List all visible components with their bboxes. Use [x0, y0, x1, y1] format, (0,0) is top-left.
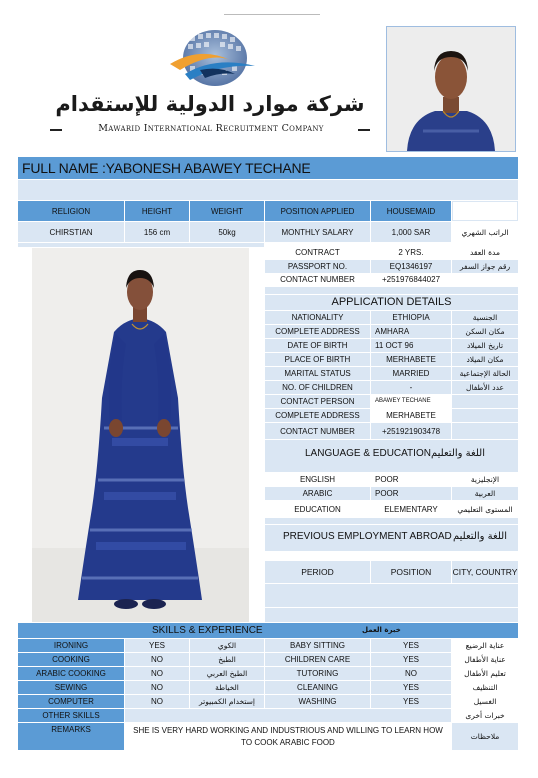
- marital-status-value: MARRIED: [371, 367, 451, 380]
- contact-person-arabic: [452, 395, 518, 408]
- skill-value-left: NO: [125, 667, 189, 680]
- skill-arabic-left: الكوي: [190, 639, 264, 652]
- photo-area-top-spacer: [18, 243, 264, 247]
- skill-label-right: TUTORING: [265, 667, 370, 680]
- contact-person-number-arabic: [452, 423, 518, 439]
- portrait-photo: [386, 26, 516, 152]
- logo-rule-left: [50, 129, 62, 131]
- nationality-arabic: الجنسية: [452, 311, 518, 324]
- passport-arabic: رقم جواز السفر: [452, 260, 518, 273]
- nationality-value: ETHIOPIA: [371, 311, 451, 324]
- arabic-label: ARABIC: [265, 487, 370, 500]
- employment-position-header: POSITION: [371, 561, 451, 583]
- complete-address-value: AMHARA: [371, 325, 451, 338]
- employment-city-header: CITY, COUNTRY: [452, 561, 518, 583]
- remarks-text: SHE IS VERY HARD WORKING AND INDUSTRIOUS AND WILLING TO LEARN HOW TO COOK ARABIC FOOD: [125, 723, 451, 750]
- arabic-value: POOR: [371, 487, 451, 500]
- skills-title-arabic: خبرة العمل: [362, 626, 401, 634]
- education-value: ELEMENTARY: [371, 501, 451, 517]
- complete-address-label: COMPLETE ADDRESS: [265, 325, 370, 338]
- contact-address-arabic: [452, 409, 518, 422]
- logo-arabic-name: شركة موارد الدولية للإستقدام: [55, 92, 365, 116]
- skill-arabic-left: إستخدام الكمبيوتر: [190, 695, 264, 708]
- monthly-salary-value: 1,000 SAR: [371, 222, 451, 242]
- skill-label-right: WASHING: [265, 695, 370, 708]
- application-details-title: APPLICATION DETAILS: [265, 295, 518, 310]
- skill-label-left: COMPUTER: [18, 695, 124, 708]
- language-education-title-arabic: اللغة والتعليم: [431, 448, 485, 459]
- position-applied-header: POSITION APPLIED: [265, 201, 370, 221]
- skill-arabic-left: الخياطة: [190, 681, 264, 694]
- education-label: EDUCATION: [265, 501, 370, 517]
- weight-value: 50kg: [190, 222, 264, 242]
- skill-value-left: NO: [125, 653, 189, 666]
- spacer-before-application: [265, 287, 518, 294]
- skill-value-right: YES: [371, 695, 451, 708]
- religion-header: RELIGION: [18, 201, 124, 221]
- english-label: ENGLISH: [265, 473, 370, 486]
- skill-label-left: IRONING: [18, 639, 124, 652]
- language-education-title: LANGUAGE & EDUCATION: [305, 448, 431, 459]
- spacer-before-employment: [265, 518, 518, 524]
- employment-row-1: [265, 584, 518, 607]
- height-value: 156 cm: [125, 222, 189, 242]
- employment-row-2: [265, 608, 518, 622]
- full-name-spacer: [18, 180, 518, 200]
- passport-value: EQ1346197: [371, 260, 451, 273]
- marital-status-label: MARITAL STATUS: [265, 367, 370, 380]
- skill-arabic-left: الطبخ: [190, 653, 264, 666]
- religion-value: CHIRSTIAN: [18, 222, 124, 242]
- arabic-arabic: العربية: [452, 487, 518, 500]
- education-arabic: المستوى التعليمي: [452, 501, 518, 517]
- full-body-figure: [32, 248, 249, 622]
- remarks-arabic: ملاحظات: [452, 723, 518, 750]
- position-arabic-blank: [452, 201, 518, 221]
- english-value: POOR: [371, 473, 451, 486]
- skill-label-left: SEWING: [18, 681, 124, 694]
- logo-english-name: Mawarid International Recruitment Company: [98, 123, 324, 134]
- logo-top-line: [224, 14, 320, 15]
- marital-status-arabic: الحالة الإجتماعية: [452, 367, 518, 380]
- skill-label-right: CHILDREN CARE: [265, 653, 370, 666]
- skills-header: [18, 623, 518, 638]
- children-arabic: عدد الأطفال: [452, 381, 518, 394]
- skill-arabic-right: عناية الرضيع: [452, 639, 518, 652]
- remarks-label: REMARKS: [18, 723, 124, 750]
- other-skills-label: OTHER SKILLS: [18, 709, 124, 722]
- portrait-figure: [387, 27, 515, 151]
- contact-number-value: +251976844027: [371, 273, 451, 286]
- skill-value-right: YES: [371, 653, 451, 666]
- position-applied-value: HOUSEMAID: [371, 201, 451, 221]
- skill-value-right: YES: [371, 639, 451, 652]
- language-education-header: [265, 440, 518, 472]
- employment-spacer: [265, 552, 518, 560]
- passport-label: PASSPORT NO.: [265, 260, 370, 273]
- date-of-birth-label: DATE OF BIRTH: [265, 339, 370, 352]
- employment-title: PREVIOUS EMPLOYMENT ABROAD: [283, 531, 452, 542]
- employment-title-arabic: اللغة والتعليم: [453, 531, 507, 542]
- monthly-salary-label: MONTHLY SALARY: [265, 222, 370, 242]
- contact-person-label: CONTACT PERSON: [265, 395, 370, 408]
- skill-label-left: ARABIC COOKING: [18, 667, 124, 680]
- place-of-birth-value: MERHABETE: [371, 353, 451, 366]
- skill-value-left: NO: [125, 695, 189, 708]
- full-name: FULL NAME :YABONESH ABAWEY TECHANE: [22, 160, 311, 176]
- full-body-photo: [32, 248, 249, 622]
- other-skills-arabic: خبرات أخرى: [452, 709, 518, 722]
- english-arabic: الإنجليزية: [452, 473, 518, 486]
- place-of-birth-arabic: مكان الميلاد: [452, 353, 518, 366]
- skill-value-right: NO: [371, 667, 451, 680]
- height-header: HEIGHT: [125, 201, 189, 221]
- logo-rule-right: [358, 129, 370, 131]
- other-skills-value: [125, 709, 451, 722]
- skills-title: SKILLS & EXPERIENCE: [152, 625, 263, 636]
- skill-arabic-left: الطبخ العربي: [190, 667, 264, 680]
- skill-label-right: BABY SITTING: [265, 639, 370, 652]
- logo: [48, 14, 372, 142]
- contact-person-number-value: +251921903478: [371, 423, 451, 439]
- date-of-birth-value: 11 OCT 96: [371, 339, 451, 352]
- contact-person-number-label: CONTACT NUMBER: [265, 423, 370, 439]
- skill-value-right: YES: [371, 681, 451, 694]
- skill-arabic-right: التنظيف: [452, 681, 518, 694]
- contact-person-value: ABAWEY TECHANE: [371, 395, 451, 408]
- contact-address-value: MERHABETE: [371, 409, 451, 422]
- nationality-label: NATIONALITY: [265, 311, 370, 324]
- skill-arabic-right: عناية الأطفال: [452, 653, 518, 666]
- full-name-bar: [18, 157, 518, 179]
- monthly-salary-arabic: الراتب الشهري: [452, 222, 518, 242]
- contact-number-label: CONTACT NUMBER: [265, 273, 370, 286]
- contract-arabic: مدة العقد: [452, 246, 518, 259]
- children-label: NO. OF CHILDREN: [265, 381, 370, 394]
- skill-arabic-right: تعليم الأطفال: [452, 667, 518, 680]
- skill-value-left: YES: [125, 639, 189, 652]
- skill-label-left: COOKING: [18, 653, 124, 666]
- complete-address-arabic: مكان السكن: [452, 325, 518, 338]
- contract-value: 2 YRS.: [371, 246, 451, 259]
- employment-header: [265, 525, 518, 551]
- skill-arabic-right: الغسيل: [452, 695, 518, 708]
- weight-header: WEIGHT: [190, 201, 264, 221]
- skill-label-right: CLEANING: [265, 681, 370, 694]
- globe-icon: [160, 26, 260, 92]
- place-of-birth-label: PLACE OF BIRTH: [265, 353, 370, 366]
- date-of-birth-arabic: تاريخ الميلاد: [452, 339, 518, 352]
- contract-label: CONTRACT: [265, 246, 370, 259]
- skill-value-left: NO: [125, 681, 189, 694]
- contact-number-arabic: [452, 273, 518, 286]
- employment-period-header: PERIOD: [265, 561, 370, 583]
- children-value: -: [371, 381, 451, 394]
- contact-address-label: COMPLETE ADDRESS: [265, 409, 370, 422]
